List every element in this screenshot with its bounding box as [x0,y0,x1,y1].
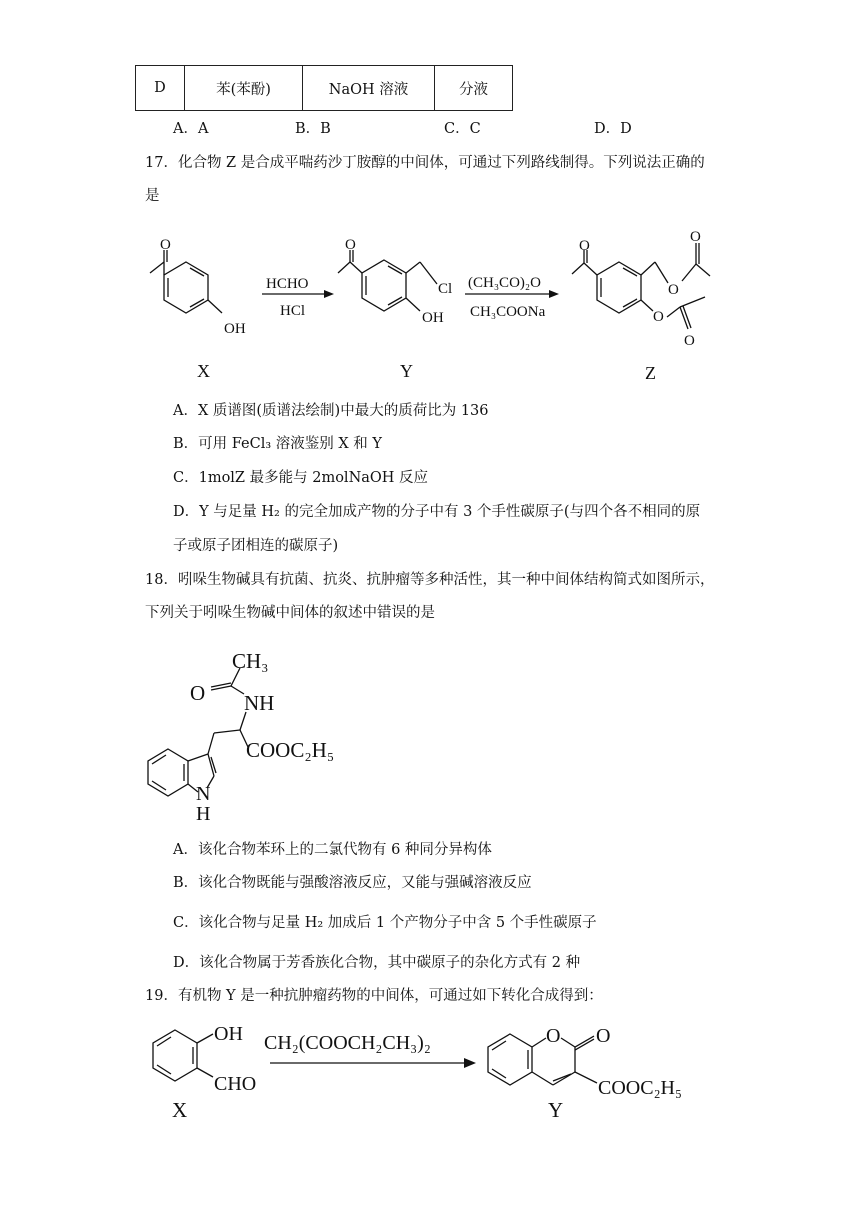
atom-label: NH [244,691,275,715]
reagent-label: (CH₃CO)₂O [468,275,541,291]
molecule-label-x: X [172,1098,188,1122]
table-cell: 苯(苯酚) [185,66,303,111]
atom-label: O [668,282,679,298]
molecule-x [153,1023,256,1095]
reagent-label: CH₃COONa [470,304,546,320]
atom-label: OH [422,310,444,326]
table-cell: NaOH 溶液 [303,66,435,111]
q17-option-a: A．X 质谱图(质谱法绘制)中最大的质荷比为 136 [173,403,489,419]
table-cell: D [136,66,185,111]
reagent-label: HCl [280,303,306,319]
q16-choice-a: A．A [173,121,209,137]
q17-stem-cont: 是 [145,188,160,204]
atom-label: O [579,238,590,254]
atom-label: COOC₂H₅ [598,1077,682,1099]
atom-label: N [196,783,211,805]
q16-choice-d: D．D [594,121,632,137]
q18-stem-cont: 下列关于吲哚生物碱中间体的叙述中错误的是 [145,605,435,621]
molecule-label-y: Y [548,1098,564,1122]
molecule-label-y: Y [400,361,413,381]
table-cell: 分液 [435,66,513,111]
q18-option-d: D．该化合物属于芳香族化合物，其中碳原子的杂化方式有 2 种 [173,955,581,971]
q18-option-a: A．该化合物苯环上的二氯代物有 6 种同分异构体 [173,842,492,858]
q17-option-c: C．1molZ 最多能与 2molNaOH 反应 [173,470,429,486]
q18-option-b: B．该化合物既能与强酸溶液反应，又能与强碱溶液反应 [173,875,532,891]
q18-option-c: C．该化合物与足量 H₂ 加成后 1 个产物分子中含 5 个手性碳原子 [173,915,597,931]
atom-label: O [160,237,171,253]
reagent-label: HCHO [266,276,309,292]
q17-option-d-cont: 子或原子团相连的碳原子) [173,538,339,554]
molecule-label-z: Z [645,363,656,383]
atom-label: CHO [214,1073,257,1095]
q17-option-b: B．可用 FeCl₃ 溶液鉴别 X 和 Y [173,436,382,452]
molecule-y [488,1025,682,1099]
atom-label: Cl [438,281,453,297]
q17-option-d: D．Y 与足量 H₂ 的完全加成产物的分子中有 3 个手性碳原子(与四个各不相同的原 [173,504,701,520]
q16-choice-b: B．B [295,121,331,137]
q18-stem: 18．吲哚生物碱具有抗菌、抗炎、抗肿瘤等多种活性，其一种中间体结构简式如图所示， [145,572,715,588]
atom-label: COOC₂H₅ [246,738,335,762]
q17-stem: 17．化合物 Z 是合成平喘药沙丁胺醇的中间体，可通过下列路线制得。下列说法正确的 [145,155,705,171]
atom-label: O [690,229,701,245]
atom-label: O [345,237,356,253]
q16-choice-c: C．C [444,121,481,137]
reaction-arrow [264,1032,476,1068]
atom-label: O [684,333,695,349]
reagent-label: CH₂(COOCH₂CH₃)₂ [264,1032,431,1054]
atom-label: O [596,1025,611,1047]
atom-label: OH [214,1023,243,1045]
atom-label: O [546,1025,561,1047]
molecule-label-x: X [197,361,210,381]
atom-label: O [653,309,664,325]
atom-label: CH₃ [232,649,269,673]
atom-label: OH [224,321,246,337]
q19-stem: 19．有机物 Y 是一种抗肿瘤药物的中间体，可通过如下转化合成得到： [145,988,603,1004]
atom-label: O [190,681,206,705]
atom-label: H [196,803,211,825]
